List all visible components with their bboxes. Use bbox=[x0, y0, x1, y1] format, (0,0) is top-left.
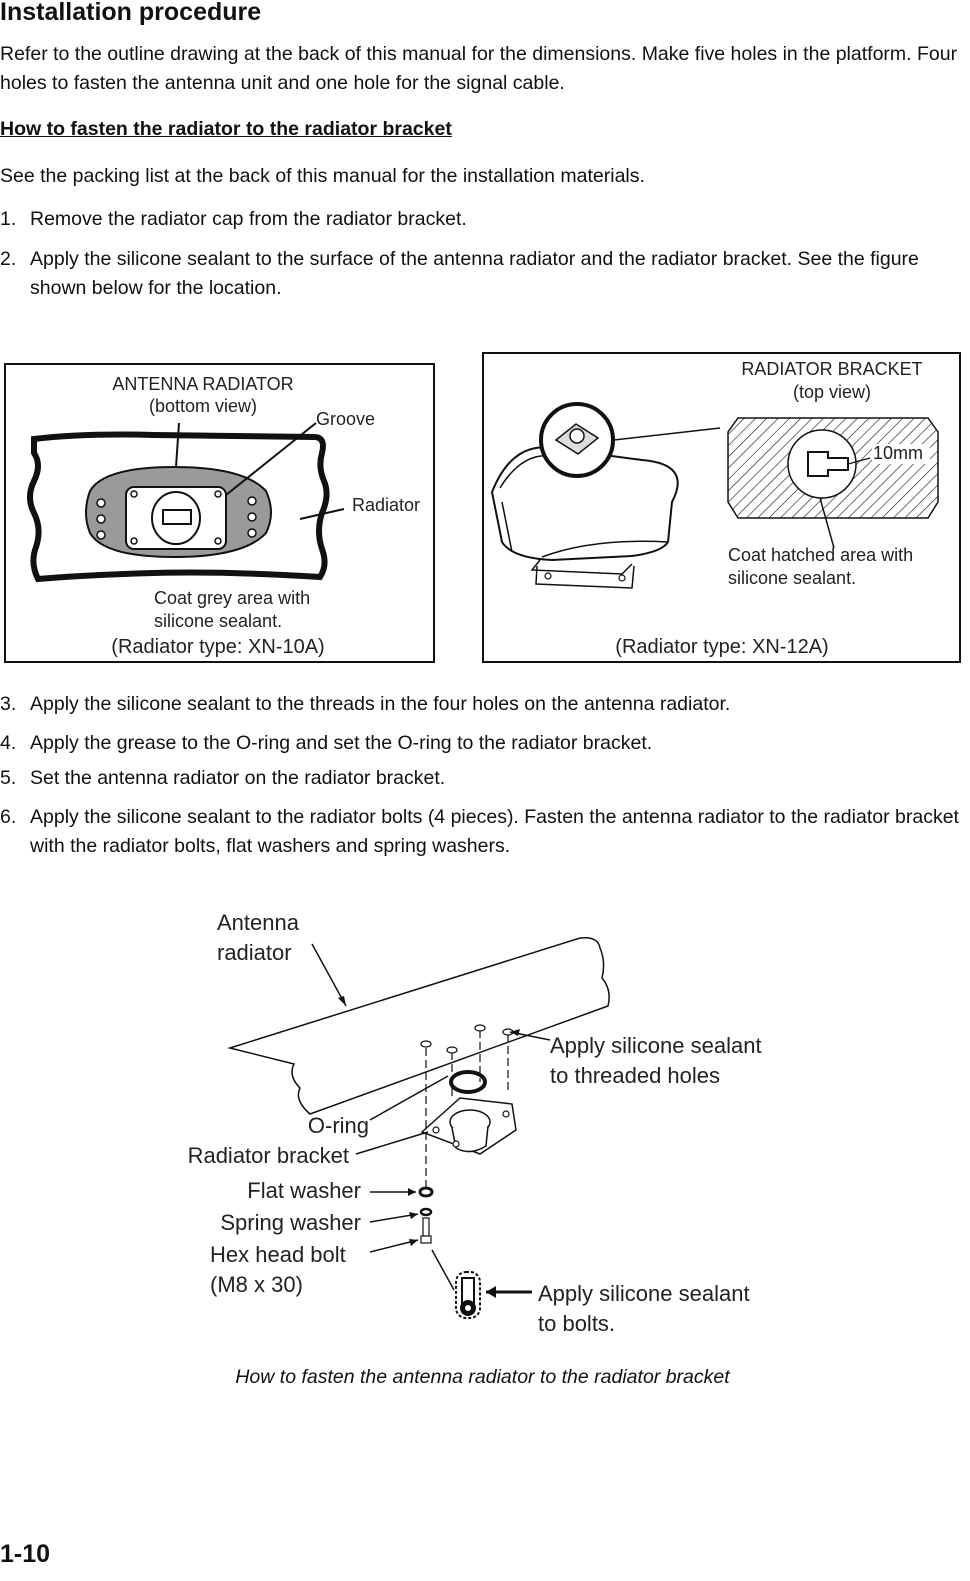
apply-threaded-holes-line2: to threaded holes bbox=[550, 1063, 721, 1088]
step-text: Apply the grease to the O-ring and set the O-ring to the radiator bracket. bbox=[30, 732, 653, 754]
flat-washer-label: Flat washer bbox=[247, 1178, 361, 1203]
fig-right-title: RADIATOR BRACKET bbox=[741, 359, 923, 379]
packing-note: See the packing list at the back of this manual for the installation materials. bbox=[0, 165, 645, 187]
hex-bolt-label-line2: (M8 x 30) bbox=[210, 1272, 303, 1297]
subsection-title: How to fasten the radiator to the radiator bracket bbox=[0, 118, 452, 140]
fig-left-subtitle: (bottom view) bbox=[148, 396, 258, 416]
figure-caption: How to fasten the antenna radiator to the radiator bracket bbox=[235, 1366, 730, 1388]
intro-paragraph: Refer to the outline drawing at the back of this manual for the dimensions. Make five holes in the platform. Four holes to fasten the antenna unit and one hole for the signal cable. bbox=[0, 43, 958, 94]
radiator-type-xn10a: (Radiator type: XN-10A) bbox=[111, 636, 325, 658]
page-number: 1-10 bbox=[0, 1540, 51, 1568]
radiator-bracket-figure bbox=[482, 352, 962, 664]
step-text: Apply the silicone sealant to the radiator bolts (4 pieces). Fasten the antenna radiator to the radiator bracket with the radiator bolts, flat washers and spring washers. bbox=[30, 806, 959, 857]
apply-bolts-label-line2: to bolts. bbox=[538, 1311, 616, 1336]
apply-bolts-label-line1: Apply silicone sealant bbox=[538, 1281, 750, 1306]
radiator-label: Radiator bbox=[352, 495, 421, 515]
step-text: Apply the silicone sealant to the threads in the four holes on the antenna radiator. bbox=[30, 693, 731, 715]
antenna-radiator-label-line1: Antenna bbox=[217, 910, 299, 935]
coat-hatched-label-line2: silicone sealant. bbox=[728, 568, 857, 588]
step-number: 1. bbox=[0, 208, 17, 230]
hex-bolt-label-line1: Hex head bolt bbox=[210, 1242, 346, 1267]
fig-left-title: ANTENNA RADIATOR bbox=[112, 374, 294, 394]
antenna-radiator-figure bbox=[4, 363, 436, 664]
antenna-radiator-label-line2: radiator bbox=[217, 940, 292, 965]
step-number: 4. bbox=[0, 732, 17, 754]
coat-grey-label-line2: silicone sealant. bbox=[154, 611, 283, 631]
radiator-bracket-label: Radiator bracket bbox=[187, 1143, 349, 1168]
step-number: 5. bbox=[0, 767, 17, 789]
spring-washer-label: Spring washer bbox=[220, 1210, 361, 1235]
radiator-type-xn12a: (Radiator type: XN-12A) bbox=[615, 636, 829, 658]
dimension-label: 10mm bbox=[873, 443, 924, 463]
step-text: Remove the radiator cap from the radiator bracket. bbox=[30, 208, 467, 230]
assembly-figure bbox=[160, 900, 810, 1350]
apply-threaded-holes-line1: Apply silicone sealant bbox=[550, 1033, 762, 1058]
step-number: 6. bbox=[0, 806, 17, 828]
coat-hatched-label-line1: Coat hatched area with bbox=[728, 545, 914, 565]
step-number: 3. bbox=[0, 693, 17, 715]
step-text: Set the antenna radiator on the radiator bracket. bbox=[30, 767, 446, 789]
o-ring-label: O-ring bbox=[307, 1113, 369, 1138]
coat-grey-label-line1: Coat grey area with bbox=[154, 588, 311, 608]
step-number: 2. bbox=[0, 248, 17, 270]
groove-label: Groove bbox=[316, 409, 376, 429]
fig-right-subtitle: (top view) bbox=[792, 382, 872, 402]
step-text: Apply the silicone sealant to the surface of the antenna radiator and the radiator bracket. See the figure shown below for the location. bbox=[30, 248, 919, 299]
section-title: Installation procedure bbox=[0, 0, 262, 26]
